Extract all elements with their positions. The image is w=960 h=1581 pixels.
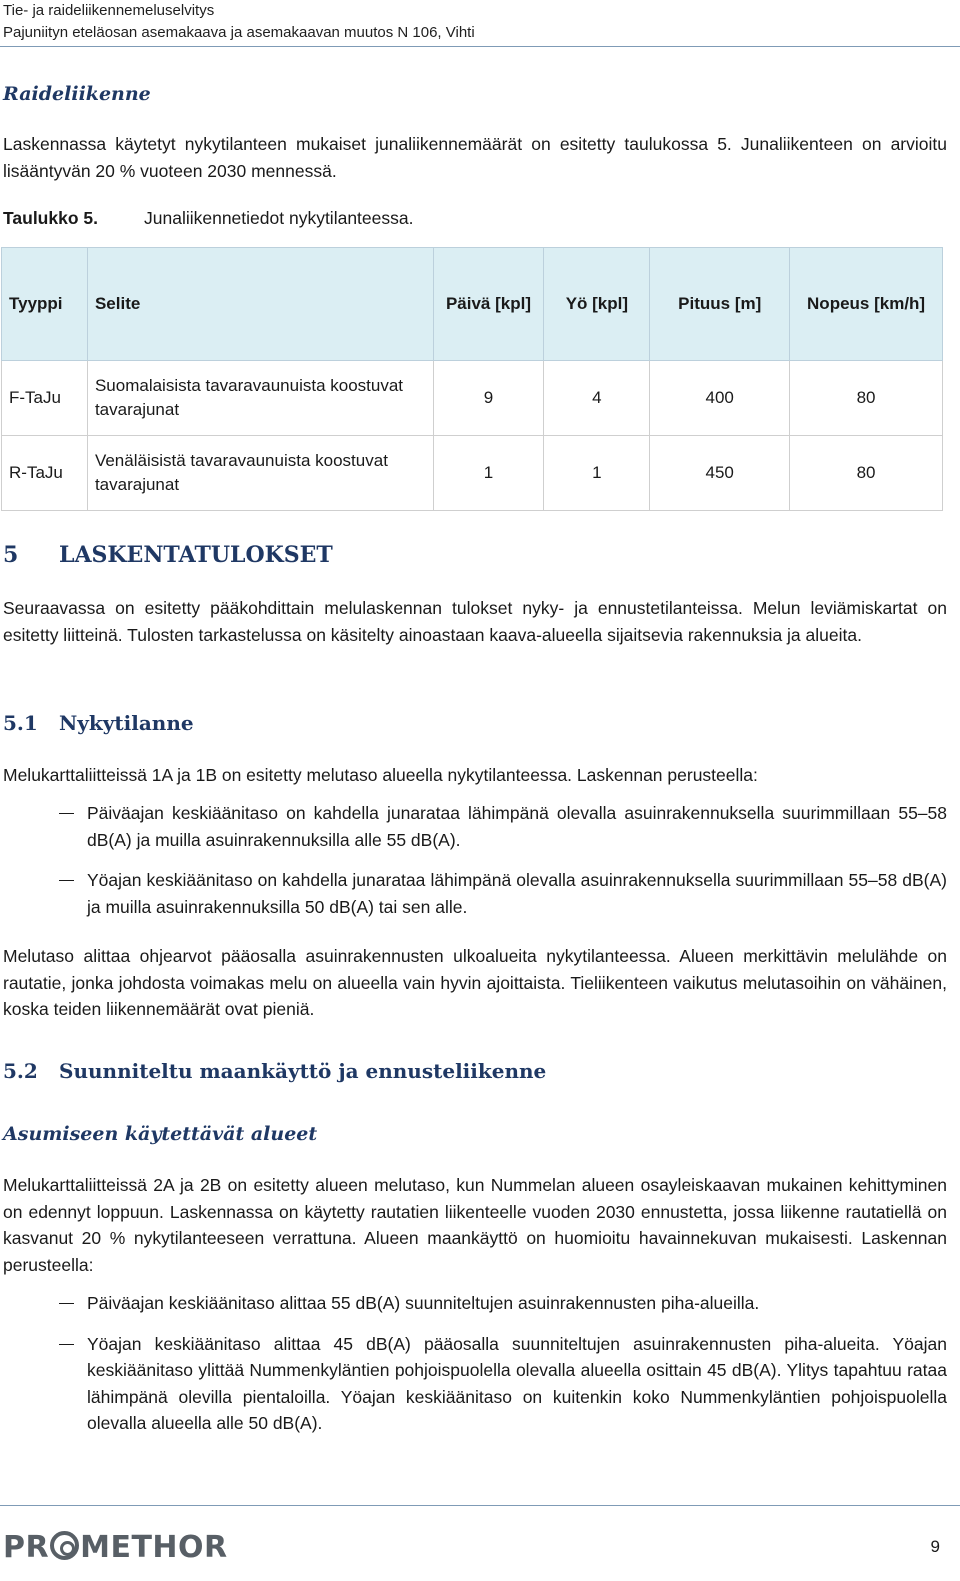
table-cell: 9 <box>433 361 544 436</box>
list-item <box>3 800 947 853</box>
list-item-text: Päiväajan keskiäänitaso alittaa 55 dB(A) suunniteltujen asuinrakennusten piha-alueilla. <box>87 1293 760 1313</box>
header-line-1: Tie- ja raideliikennemeluselvitys <box>3 2 215 19</box>
table-cell: 400 <box>650 361 790 436</box>
table-row <box>2 436 943 511</box>
section-5-2-bullets <box>3 1290 947 1451</box>
table-cell: 1 <box>544 436 650 511</box>
section-5-2-heading <box>3 1059 947 1083</box>
table-cell: 1 <box>433 436 544 511</box>
section-5-2-paragraph: Melukarttaliitteissä 2A ja 2B on esitetty alueen melutaso, kun Nummelan alueen osayleiskaavan mukainen kehittyminen on edennyt loppuun. Laskennassa on käytetty rautatien liikenteelle vuoden 2030 ennustetta, jossa liikenne rautatiellä on kasvanut 20 % nykytilanteeseen verrattuna. Alueen maankäyttö on huomioitu havainnekuvan mukaisesti. Laskennan perusteella: <box>3 1175 947 1275</box>
dash-bullet-icon <box>59 813 74 814</box>
section-number: 5 <box>3 542 19 568</box>
section-5-1-heading <box>3 711 947 735</box>
section-5-1-intro: Melukarttaliitteissä 1A ja 1B on esitetty melutaso alueella nykytilanteessa. Laskennan perusteella: <box>3 765 758 785</box>
promethor-logo <box>3 1530 228 1565</box>
page-number: 9 <box>930 1537 940 1556</box>
table-cell: Venäläisistä tavaravaunuista koostuvat tavarajunat <box>87 436 433 511</box>
table-header-row <box>2 248 943 361</box>
list-item <box>3 867 947 920</box>
table-cell: 80 <box>790 436 943 511</box>
dash-bullet-icon <box>59 1303 74 1304</box>
list-item-text: Päiväajan keskiäänitaso on kahdella junarataa lähimpänä olevalla asuinrakennuksella suurimmillaan 55–58 dB(A) ja muilla asuinrakennuksilla alle 55 dB(A). <box>87 803 947 850</box>
section-number: 5.1 <box>3 711 38 735</box>
col-header: Nopeus [km/h] <box>790 248 943 361</box>
header-divider <box>0 46 960 47</box>
train-data-table <box>1 247 943 511</box>
dash-bullet-icon <box>59 1344 74 1345</box>
dash-bullet-icon <box>59 880 74 881</box>
table-cell: 4 <box>544 361 650 436</box>
col-header: Selite <box>87 248 433 361</box>
table-row <box>2 361 943 436</box>
table-cell: 450 <box>650 436 790 511</box>
col-header: Pituus [m] <box>650 248 790 361</box>
table-cell: 80 <box>790 361 943 436</box>
logo-text-start: PR <box>3 1530 50 1565</box>
section-5-heading <box>3 542 947 568</box>
table-caption-text: Junaliikennetiedot nykytilanteessa. <box>144 208 414 228</box>
running-header <box>3 0 475 44</box>
section-5-paragraph: Seuraavassa on esitetty pääkohdittain melulaskennan tulokset nyky- ja ennustetilanteissa. Melun leviämiskartat on esitetty liitteinä. Tulosten tarkastelussa on käsitelty ainoastaan kaava-alueella sijaitsevia rakennuksia ja alueita. <box>3 598 947 645</box>
footer-divider <box>0 1505 960 1506</box>
list-item-text: Yöajan keskiäänitaso alittaa 45 dB(A) pääosalla suunniteltujen asuinrakennusten piha-alueita. Yöajan keskiäänitaso ylittää Nummenkyläntien pohjoispuolella olevalla alueella osittain 45 dB(A). Ylitys tapahtuu rataa lähimpänä olevilla pientaloilla. Yöajan keskiäänitaso on kuitenkin koko Nummenkyläntien pohjoispuolella olevalla alueella alle 50 dB(A). <box>87 1333 947 1433</box>
table-caption <box>3 208 947 229</box>
list-item <box>3 1331 947 1437</box>
col-header: Tyyppi <box>2 248 88 361</box>
table-cell: Suomalaisista tavaravaunuista koostuvat tavarajunat <box>87 361 433 436</box>
table-cell: F-TaJu <box>2 361 88 436</box>
section-title: LASKENTATULOKSET <box>59 542 333 568</box>
section-title: Nykytilanne <box>59 711 194 735</box>
table-caption-label: Taulukko 5. <box>3 208 98 228</box>
section-title: Suunniteltu maankäyttö ja ennusteliikenne <box>59 1059 547 1083</box>
list-item-text: Yöajan keskiäänitaso on kahdella junarataa lähimpänä olevalla asuinrakennuksella suurimmillaan 55–58 dB(A) ja muilla asuinrakennuksilla 50 dB(A) tai sen alle. <box>87 870 947 917</box>
table-cell: R-TaJu <box>2 436 88 511</box>
section-number: 5.2 <box>3 1059 38 1083</box>
header-line-2: Pajuniityn eteläosan asemakaava ja asemakaavan muutos N 106, Vihti <box>3 24 475 41</box>
rail-heading: Raideliikenne <box>3 83 151 105</box>
logo-text-end: METHOR <box>80 1530 228 1565</box>
col-header: Päivä [kpl] <box>433 248 544 361</box>
list-item <box>3 1290 947 1317</box>
col-header: Yö [kpl] <box>544 248 650 361</box>
section-5-2-subheading: Asumiseen käytettävät alueet <box>3 1123 318 1145</box>
rail-paragraph: Laskennassa käytetyt nykytilanteen mukaiset junaliikennemäärät on esitetty taulukossa 5. Junaliikenteen on arvioitu lisääntyvän 20 % vuoteen 2030 mennessä. <box>3 134 947 181</box>
section-5-1-paragraph: Melutaso alittaa ohjearvot pääosalla asuinrakennusten ulkoalueita nykytilanteessa. Alueen merkittävin melulähde on rautatie, jonka johdosta voimakas melu on alueella vain hyvin ajoittaista. Tieliikenteen vaikutus melutasoihin on vähäinen, koska teiden liikennemäärät ovat pieniä. <box>3 946 947 1019</box>
logo-o-icon <box>50 1531 79 1560</box>
section-5-1-bullets <box>3 800 947 934</box>
